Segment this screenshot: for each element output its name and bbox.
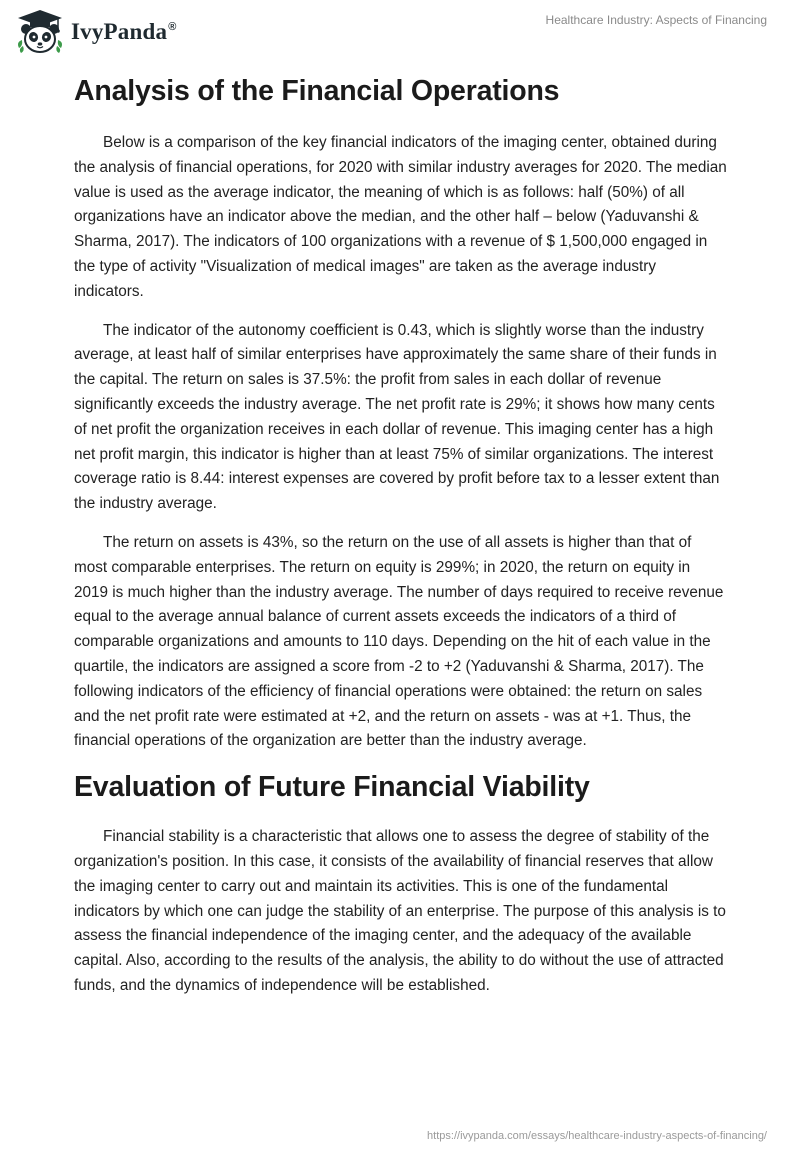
source-url[interactable]: https://ivypanda.com/essays/healthcare-industry-aspects-of-financing/ xyxy=(427,1130,767,1142)
panda-graduate-icon xyxy=(15,8,65,56)
paragraph: Financial stability is a characteristic that allows one to assess the degree of stability of the organization's position. In this case, it consists of the availability of financial reserves that allow the imaging center to carry out and maintain its activities. This is one of the fundamental indicators by which one can judge the stability of an enterprise. The purpose of this analysis is to assess the financial independence of the imaging center, and the adequacy of the available capital. Also, according to the results of the analysis, the ability to do without the use of attracted funds, and the dynamics of independence will be established. xyxy=(74,828,726,994)
section-heading: Analysis of the Financial Operations xyxy=(74,75,560,107)
ivypanda-logo[interactable] xyxy=(15,8,177,56)
section-future-viability xyxy=(74,768,728,999)
paragraph: The indicator of the autonomy coefficient is 0.43, which is slightly worse than the industry average, at least half of similar enterprises have approximately the same share of their funds in the capital. The return on sales is 37.5%: the profit from sales in each dollar of revenue significantly exceeds the industry average. The net profit rate is 29%; it shows how many cents of net profit the organization receives in each dollar of revenue. This imaging center has a high net profit margin, this indicator is higher than at least 75% of similar organizations. The interest coverage ratio is 8.44: interest expenses are covered by profit before tax to a lesser extent than the industry average. xyxy=(74,321,720,513)
section-heading: Evaluation of Future Financial Viability xyxy=(74,771,590,804)
page-header xyxy=(0,0,800,60)
section-financial-operations xyxy=(74,72,728,754)
paragraph: Below is a comparison of the key financial indicators of the imaging center, obtained during the analysis of financial operations, for 2020 with similar industry averages for 2020. The median value is used as the average indicator, the meaning of which is as follows: half (50%) of all organizations have an indicator above the median, and the other half – below (Yaduvanshi & Sharma, 2017). The indicators of 100 organizations with a revenue of $ 1,500,000 engaged in the type of activity "Visualization of medical images" are taken as the average industry indicators. xyxy=(74,134,727,300)
document-title: Healthcare Industry: Aspects of Financing xyxy=(545,13,767,27)
essay-content xyxy=(74,72,728,1013)
paragraph: The return on assets is 43%, so the return on the use of all assets is higher than that of most comparable enterprises. The return on equity is 299%; in 2020, the return on equity in 2019 is much higher than the industry average. The number of days required to receive revenue equal to the average annual balance of current assets exceeds the indicators of a third of comparable organizations and amounts to 110 days. Depending on the hit of each value in the quartile, the indicators are assigned a score from -2 to +2 (Yaduvanshi & Sharma, 2017). The following indicators of the efficiency of financial operations were obtained: the return on sales and the net profit rate were estimated at +2, and the return on assets - was at +1. Thus, the financial operations of the organization are better than the industry average. xyxy=(74,533,724,750)
brand-name: IvyPanda® xyxy=(71,19,177,44)
